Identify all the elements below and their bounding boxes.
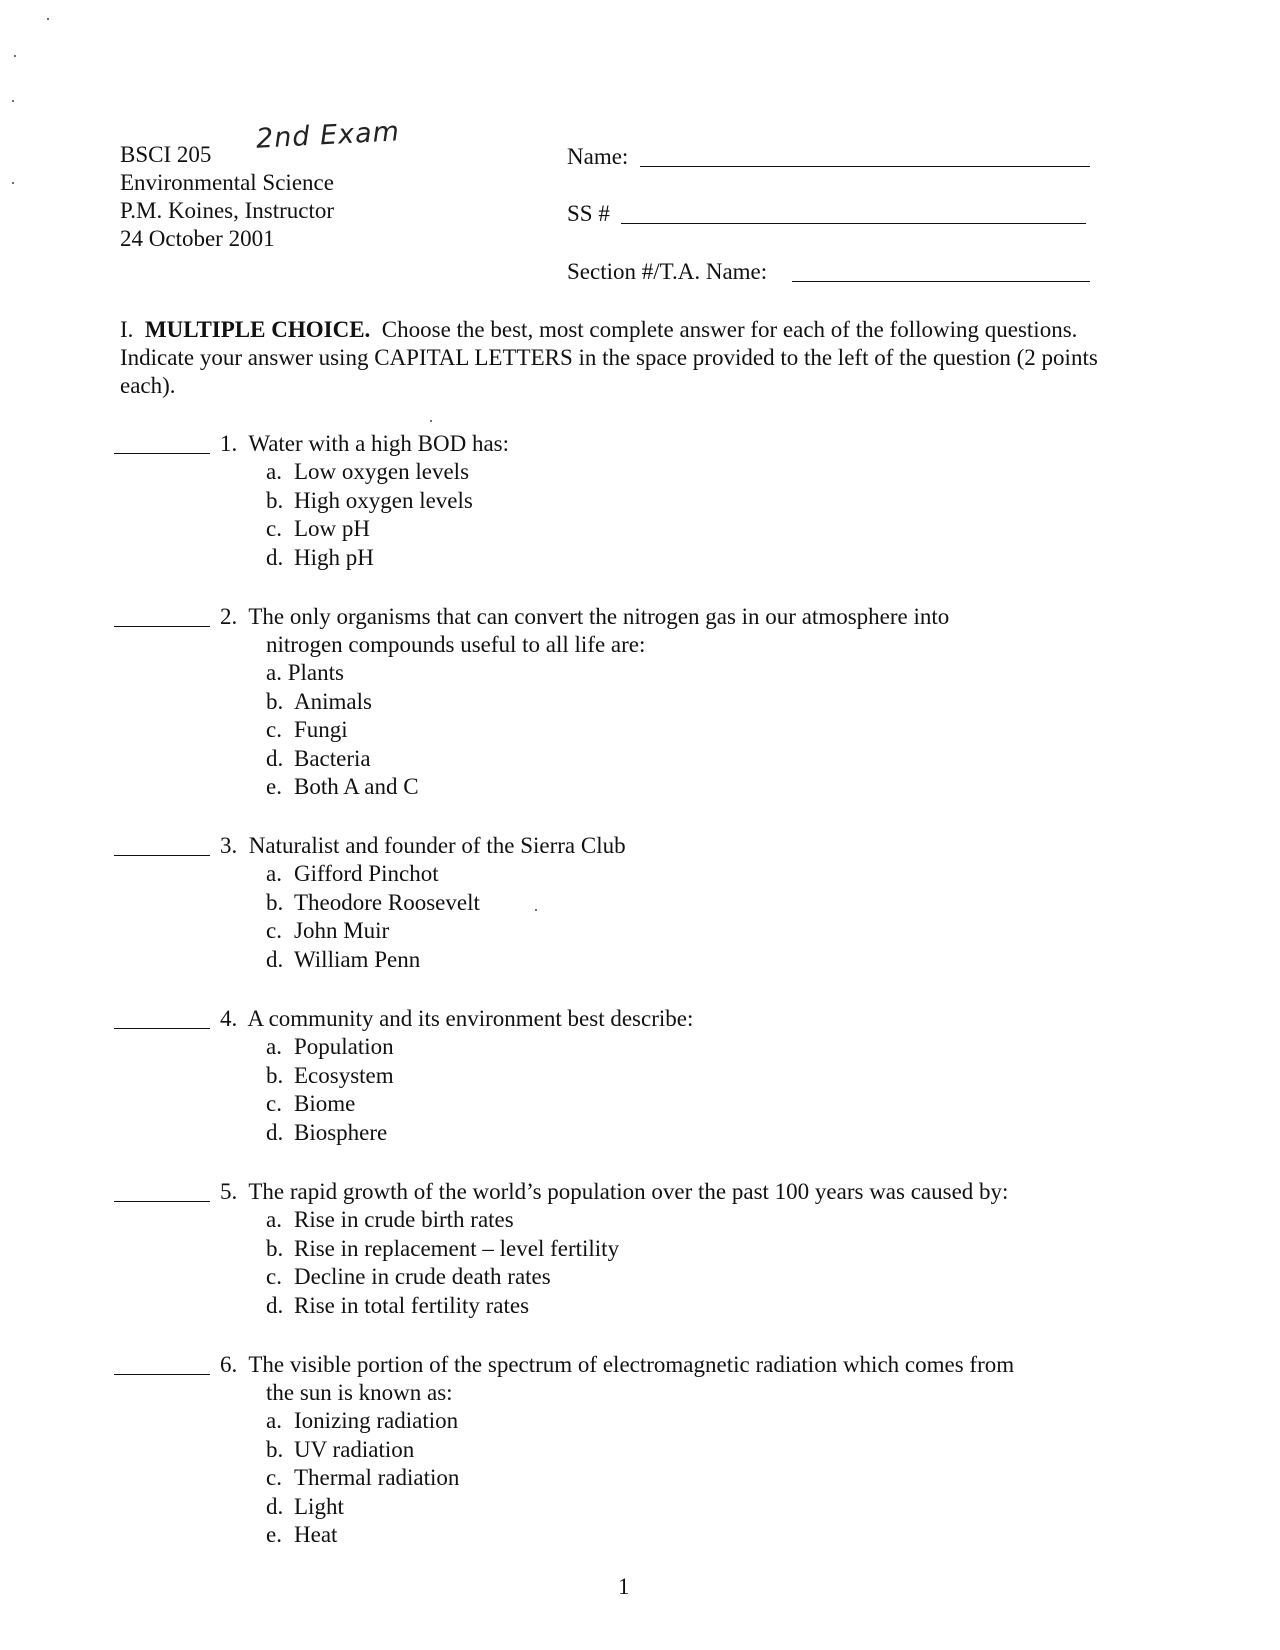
name-label: Name:	[567, 144, 629, 169]
question-text: The rapid growth of the world’s population over the past 100 years was caused by:	[248, 1179, 1009, 1204]
question-text-continued: the sun is known as:	[266, 1380, 453, 1405]
option-e: e. Heat	[266, 1522, 338, 1547]
option-c: c. Biome	[266, 1091, 356, 1116]
answer-blank-1[interactable]	[114, 453, 210, 454]
option-b: b. High oxygen levels	[266, 487, 473, 513]
instructions	[120, 316, 1120, 400]
question-text: Naturalist and founder of the Sierra Club	[248, 833, 626, 858]
question-text: The only organisms that can convert the nitrogen gas in our atmosphere into	[248, 604, 950, 629]
question-stem	[220, 430, 509, 458]
section-ta-field[interactable]	[792, 281, 1090, 282]
question-number: 6.	[220, 1352, 238, 1377]
option-a: a. Population	[266, 1034, 394, 1059]
answer-blank-3[interactable]	[114, 855, 210, 856]
option-list	[266, 1033, 394, 1147]
scan-speck	[12, 182, 14, 184]
option-list	[266, 1206, 619, 1320]
scan-speck	[430, 420, 432, 422]
question-text: The visible portion of the spectrum of electromagnetic radiation which comes from	[248, 1352, 1015, 1377]
question-stem	[220, 603, 949, 631]
answer-blank-4[interactable]	[114, 1028, 210, 1029]
option-b: b. Theodore Roosevelt	[266, 889, 480, 915]
option-a: a. Gifford Pinchot	[266, 861, 439, 886]
question-number: 5.	[220, 1179, 238, 1204]
option-list	[266, 1407, 459, 1550]
ss-label: SS #	[567, 201, 610, 226]
name-field[interactable]	[640, 166, 1090, 167]
option-a: a. Plants	[266, 660, 344, 685]
option-a: a. Low oxygen levels	[266, 459, 470, 484]
instructions-prefix: I.	[120, 317, 134, 342]
answer-blank-2[interactable]	[114, 626, 210, 627]
option-b: b. Ecosystem	[266, 1062, 394, 1088]
scan-speck	[12, 100, 14, 102]
course-code: BSCI 205	[120, 142, 212, 167]
option-c: c. Thermal radiation	[266, 1465, 460, 1490]
scan-speck	[535, 909, 537, 911]
question-number: 1.	[220, 431, 238, 456]
option-d: d. High pH	[266, 544, 374, 570]
question-number: 3.	[220, 833, 238, 858]
option-list	[266, 860, 480, 974]
question-number: 4.	[220, 1006, 238, 1031]
course-subject: Environmental Science	[120, 170, 334, 195]
option-c: c. Low pH	[266, 516, 371, 541]
option-a: a. Rise in crude birth rates	[266, 1207, 514, 1232]
option-a: a. Ionizing radiation	[266, 1408, 459, 1433]
option-b: b. UV radiation	[266, 1436, 415, 1462]
question-stem	[220, 1005, 693, 1033]
option-c: c. Decline in crude death rates	[266, 1264, 551, 1289]
question-text: A community and its environment best describe:	[247, 1006, 694, 1031]
option-d: d. Bacteria	[266, 745, 371, 771]
section-ta-label: Section #/T.A. Name:	[567, 259, 768, 284]
option-c: c. John Muir	[266, 918, 390, 943]
option-d: d. Biosphere	[266, 1119, 388, 1145]
option-d: d. William Penn	[266, 946, 421, 972]
question-number: 2.	[220, 604, 238, 629]
question-text-continued: nitrogen compounds useful to all life are:	[266, 632, 646, 657]
option-d: d. Rise in total fertility rates	[266, 1292, 530, 1318]
option-b: b. Rise in replacement – level fertility	[266, 1235, 620, 1261]
exam-date: 24 October 2001	[120, 226, 275, 251]
option-c: c. Fungi	[266, 717, 348, 742]
handwritten-exam-note: 2nd Exam	[255, 116, 401, 155]
ss-field[interactable]	[621, 223, 1086, 224]
scan-speck	[47, 18, 49, 20]
question-stem	[220, 1178, 1008, 1206]
question-text: Water with a high BOD has:	[248, 431, 510, 456]
instructions-heading: MULTIPLE CHOICE.	[144, 317, 371, 342]
instructions-text: Choose the best, most complete answer for each of the following questions. Indicate your answer using CAPITAL LETTERS in the space provided to the left of the question (2 points each).	[120, 317, 1098, 398]
option-b: b. Animals	[266, 688, 372, 714]
question-stem	[220, 1351, 1014, 1379]
scan-speck	[14, 55, 16, 57]
question-stem	[220, 832, 626, 860]
option-e: e. Both A and C	[266, 774, 419, 799]
option-list	[266, 659, 419, 802]
option-list	[266, 458, 473, 572]
answer-blank-5[interactable]	[114, 1201, 210, 1202]
instructor-name: P.M. Koines, Instructor	[120, 198, 335, 223]
answer-blank-6[interactable]	[114, 1374, 210, 1375]
page-number: 1	[618, 1574, 630, 1599]
option-d: d. Light	[266, 1493, 344, 1519]
